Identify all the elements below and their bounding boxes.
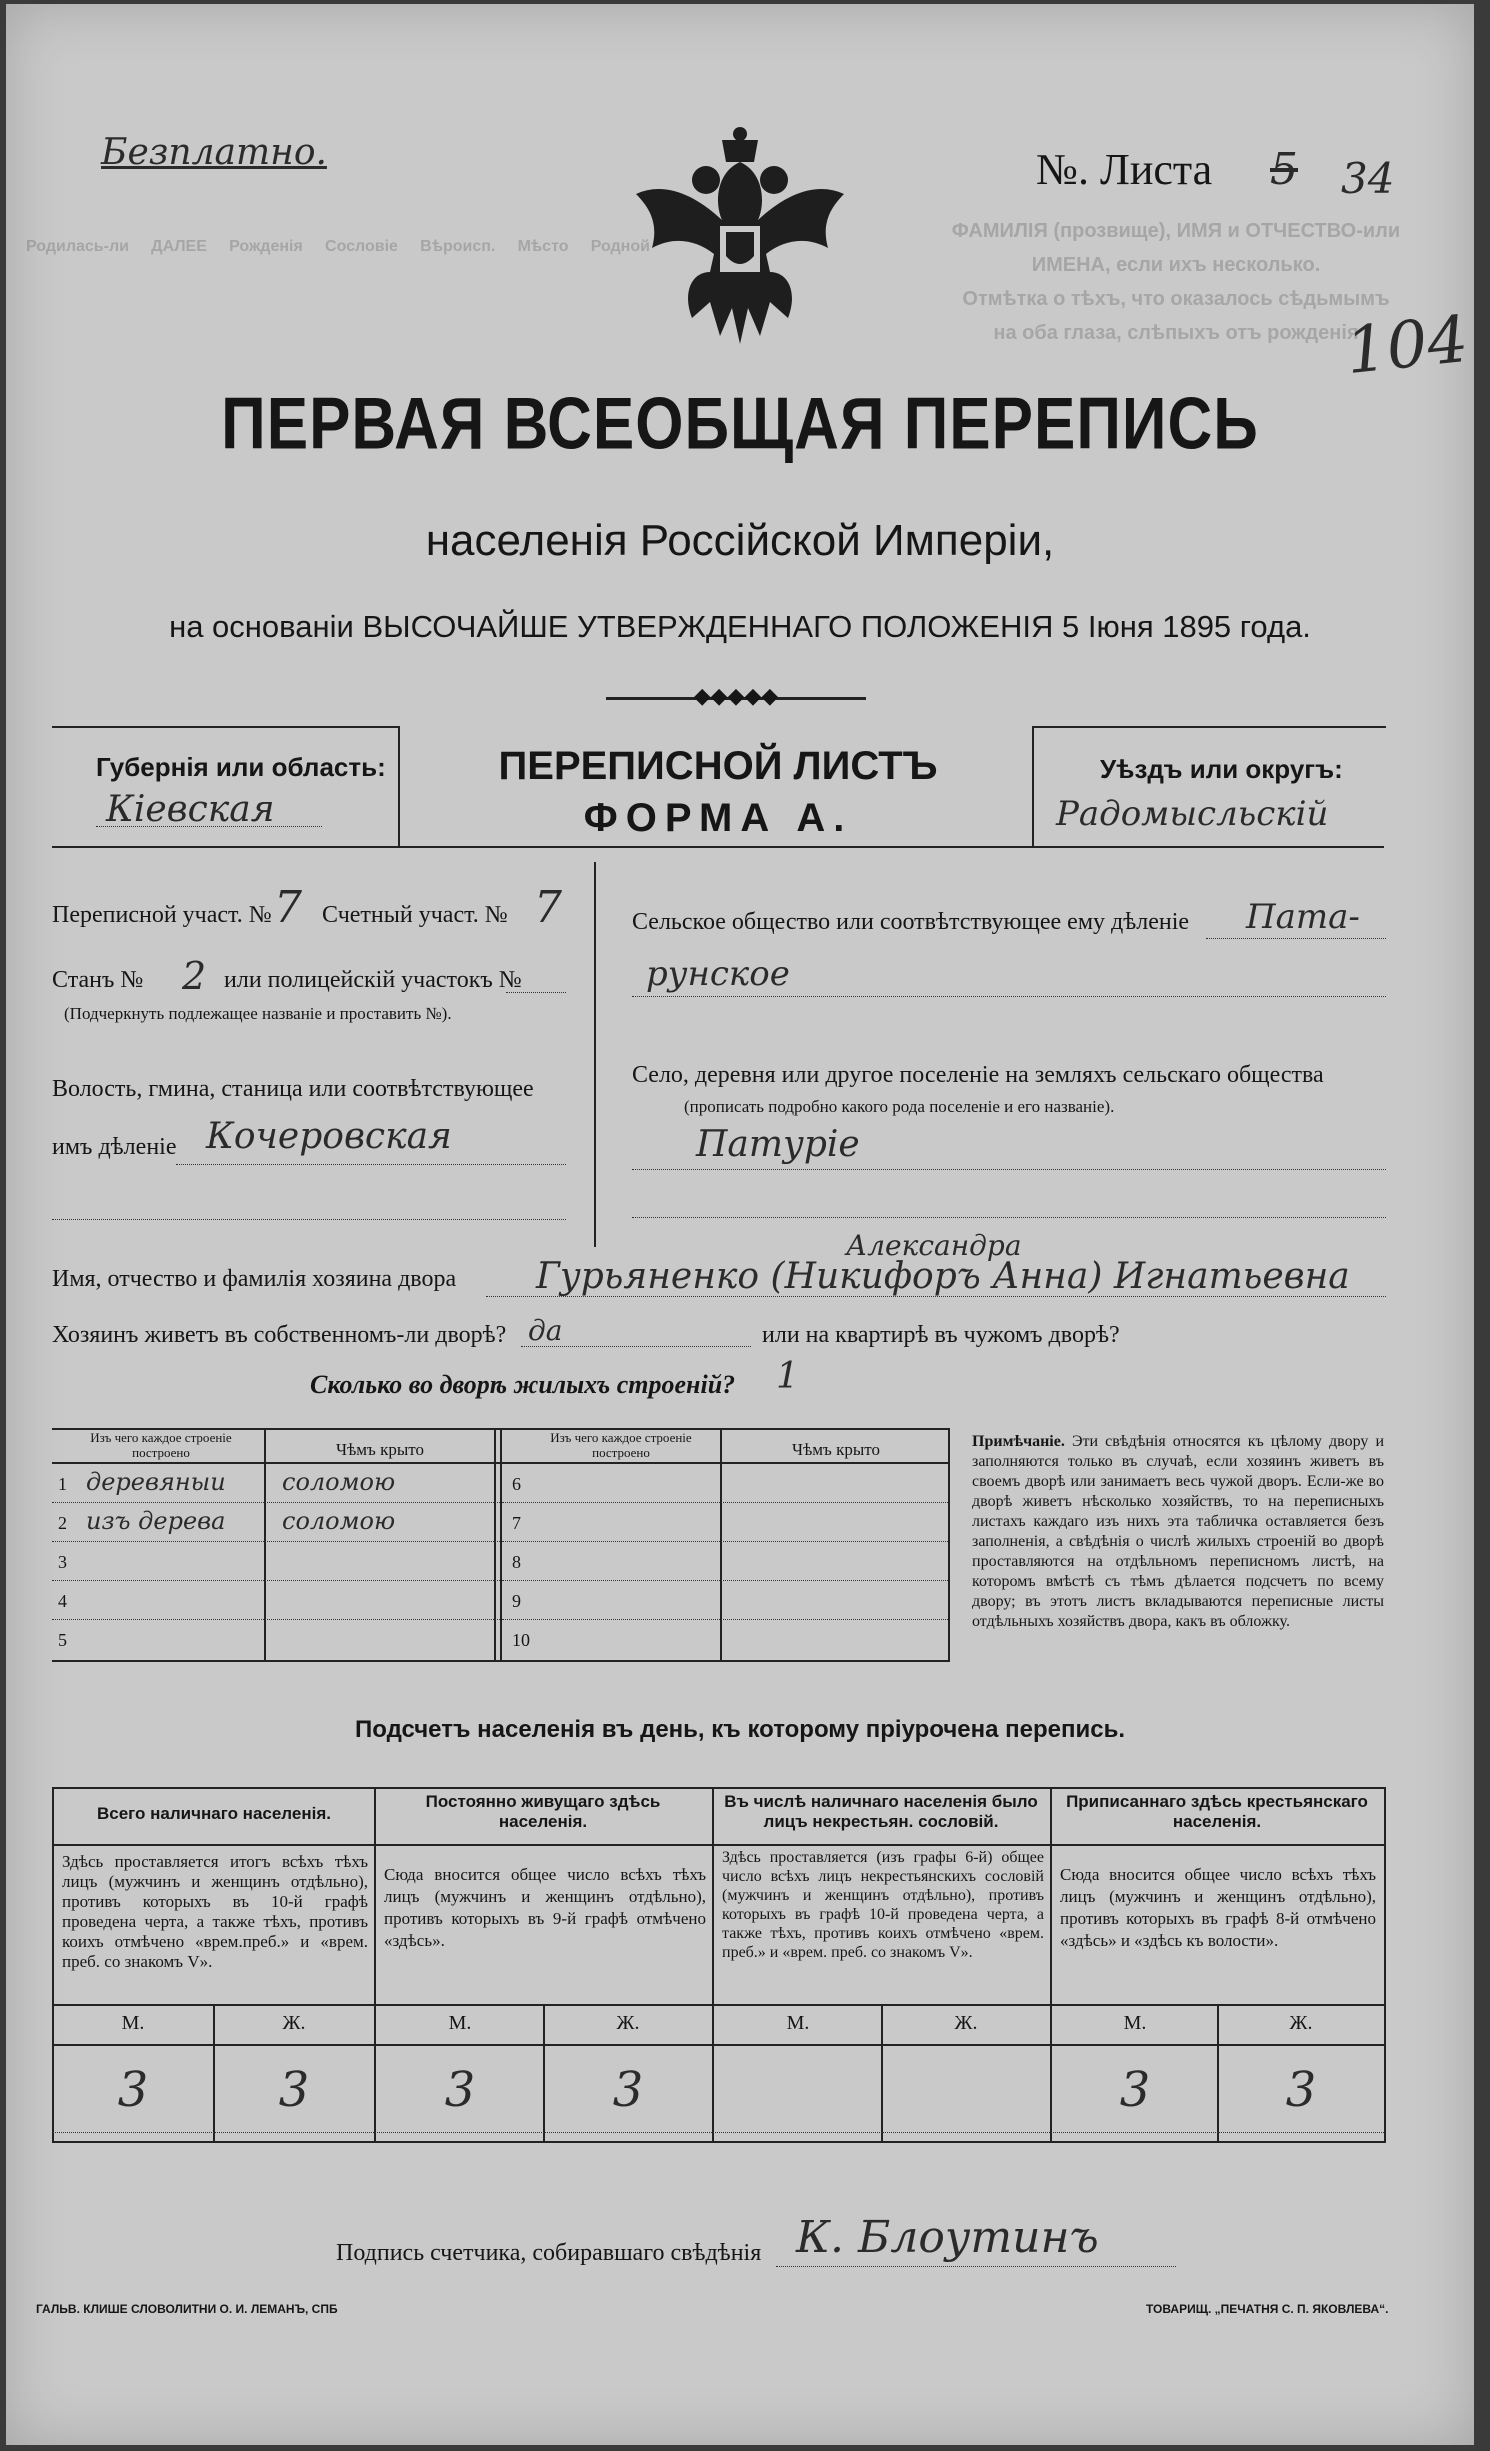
- village-note: (прописать подробно какого рода поселеніе и его названіе).: [684, 1097, 1115, 1116]
- pop-f-label-1: Ж.: [282, 2012, 306, 2034]
- page-title: ПЕРВАЯ ВСЕОБЩАЯ ПЕРЕПИСЬ: [221, 383, 1259, 466]
- pop-col-desc-2: Сюда вносится общее число всѣхъ тѣхъ лицъ (мужчинъ и женщинъ отдѣльно), противъ которыхъ въ 9-й графѣ отмѣчено «здѣсь».: [384, 1865, 706, 1950]
- note-title: Примѣчаніе.: [972, 1433, 1065, 1450]
- counting-section-value[interactable]: 7: [534, 882, 562, 933]
- village-rule: [632, 1169, 1386, 1170]
- census-section-label: Переписной участ. №: [52, 902, 272, 928]
- footer-left: ГАЛЬВ. КЛИШЕ СЛОВОЛИТНИ О. И. ЛЕМАНЪ, СПБ: [36, 2302, 338, 2316]
- page-subtitle: населенія Россійской Имперіи,: [425, 516, 1055, 565]
- society-rule-2: [632, 996, 1386, 997]
- society-value-1[interactable]: Пата-: [1246, 897, 1360, 937]
- pop-m-value-1[interactable]: 3: [117, 2062, 149, 2118]
- pop-m-label-4: М.: [1123, 2012, 1147, 2034]
- buildings-right-rows: [502, 1464, 948, 1658]
- owner-label: Имя, отчество и фамилія хозяина двора: [52, 1266, 457, 1292]
- material-cell[interactable]: изъ дерева: [86, 1507, 226, 1535]
- pop-m-value-4[interactable]: 3: [1119, 2062, 1151, 2118]
- census-section-value[interactable]: 7: [274, 882, 302, 933]
- archive-number: 104: [1342, 302, 1472, 390]
- note-text: Эти свѣдѣнія относятся къ цѣлому двору и заполняются только въ случаѣ, если хозяинъ живетъ въ своемъ дворѣ или занимаетъ весь чужой дворъ. Если-же во дворѣ живетъ нѣсколько хозяйствъ, то на переписныхъ листахъ каждаго изъ нихъ эта табличка оставляется безъ заполненія, а свѣдѣнія о числѣ жилыхъ строеній во дворѣ проставляются на отдѣльномъ переписномъ листѣ, на которомъ вмѣстѣ съ тѣмъ дѣлается подсчетъ по всему двору; въ этотъ листъ вкладываются переписные листы отдѣльныхъ хозяйствъ двора, какъ въ обложку.: [972, 1433, 1385, 1630]
- pop-f-value-2[interactable]: 3: [612, 2062, 644, 2118]
- pop-col-title-1: Всего наличнаго населенія.: [97, 1804, 331, 1823]
- pop-col-title-2: Постоянно живущаго здѣсь населенія.: [425, 1792, 661, 1831]
- pop-m-value-2[interactable]: 3: [444, 2062, 476, 2118]
- volost-rule: [176, 1164, 566, 1165]
- pop-f-label-4: Ж.: [1289, 2012, 1313, 2034]
- population-heading: Подсчетъ населенія въ день, къ которому пріурочена перепись.: [355, 1716, 1125, 1743]
- buildings-col-material-right: Изъ чего каждое строеніе построено: [550, 1430, 692, 1460]
- buildings-label: Сколько во дворѣ жилыхъ строеній?: [310, 1370, 736, 1399]
- roof-cell[interactable]: соломою: [282, 1468, 396, 1496]
- society-label: Сельское общество или соотвѣтствующее ему дѣленіе: [632, 909, 1190, 935]
- owner-rule: [486, 1296, 1386, 1297]
- bleed-through-left: Родилась-ли ДАЛЕЕ Рожденія Сословіе Вѣроисп. Мѣсто Родной: [26, 238, 650, 255]
- stan-note: (Подчеркнуть подлежащее названіе и проставить №).: [64, 1004, 452, 1023]
- volost-label-1: Волость, гмина, станица или соотвѣтствующее: [52, 1076, 534, 1102]
- buildings-value[interactable]: 1: [776, 1356, 799, 1397]
- buildings-left-rows: [52, 1464, 500, 1658]
- district-label: Уѣздъ или округъ:: [1100, 754, 1343, 784]
- table-row: 10: [512, 1630, 530, 1650]
- rented-label: или на квартирѣ въ чужомъ дворѣ?: [762, 1322, 1120, 1348]
- pop-m-label-2: М.: [448, 2012, 472, 2034]
- sheet-number-value: 34: [1341, 154, 1395, 203]
- sheet-number-struck: 5: [1270, 144, 1298, 195]
- pop-desc-rule: [52, 2004, 1384, 2006]
- table-row: 1 деревяныи соломою: [52, 1464, 500, 1503]
- table-row: 5: [58, 1630, 67, 1650]
- bleed-through: ФАМИЛІЯ (прозвище), ИМЯ и ОТЧЕСТВО-или ИМЕНА, если ихъ несколько. Отмѣтка о тѣхъ, что оказалось сѣдьмымъ на оба глаза, слѣпыхъ отъ рожденія: [951, 220, 1401, 344]
- legal-basis: на основаніи ВЫСОЧАЙШЕ УТВЕРЖДЕННАГО ПОЛОЖЕНІЯ 5 Іюня 1895 года.: [169, 609, 1311, 644]
- province-rule: [96, 826, 322, 827]
- village-label: Село, деревня или другое поселеніе на земляхъ сельскаго общества: [632, 1062, 1324, 1088]
- table-row: 9: [502, 1581, 948, 1620]
- counting-section-label: Счетный участ. №: [322, 902, 508, 928]
- own-yard-label: Хозяинъ живетъ въ собственномъ-ли дворѣ?: [52, 1322, 507, 1348]
- table-row: 8: [502, 1542, 948, 1581]
- pop-col-desc-1: Здѣсь проставляется итогъ всѣхъ тѣхъ лицъ (мужчинъ и женщинъ отдѣльно), противъ которыхъ въ 10-й графѣ проведена черта, а также тѣхъ, противъ коихъ отмѣчено «врем.преб.» и «врем. преб. со знакомъ V».: [62, 1852, 368, 1971]
- table-row: 3: [52, 1542, 500, 1581]
- pop-f-value-1[interactable]: 3: [278, 2062, 310, 2118]
- census-sheet: [6, 4, 1474, 2445]
- signature-label: Подпись счетчика, собиравшаго свѣдѣнія: [336, 2240, 762, 2266]
- own-yard-rule: [521, 1346, 751, 1347]
- buildings-col-roof-left: Чѣмъ крыто: [336, 1440, 424, 1459]
- pop-bottom-dots: [52, 2132, 1384, 2133]
- pop-f-label-3: Ж.: [954, 2012, 978, 2034]
- ornament-center: ◆◆◆◆◆: [693, 683, 779, 708]
- own-yard-value[interactable]: да: [528, 1314, 563, 1347]
- form-variant: ФОРМА А.: [583, 796, 853, 840]
- volost-rule-2: [52, 1219, 566, 1220]
- sheet-number-label: №. Листа: [1036, 145, 1213, 194]
- pop-f-label-2: Ж.: [616, 2012, 640, 2034]
- table-row: 6: [502, 1464, 948, 1503]
- police-label: или полицейскій участокъ №: [224, 967, 522, 993]
- stan-value[interactable]: 2: [182, 954, 207, 998]
- police-rule: [506, 992, 566, 993]
- owner-value-above[interactable]: Александра: [846, 1229, 1022, 1262]
- buildings-col-material-left: Изъ чего каждое строеніе построено: [90, 1430, 232, 1460]
- signature-value[interactable]: К. Блоутинъ: [796, 2212, 1099, 2263]
- village-rule-2: [632, 1217, 1386, 1218]
- table-row: 7: [502, 1503, 948, 1542]
- province-value[interactable]: Кіевская: [106, 789, 275, 830]
- double-headed-eagle-icon: [622, 122, 858, 358]
- table-row: 2 изъ дерева соломою: [52, 1503, 500, 1542]
- village-value[interactable]: Патуріе: [696, 1124, 860, 1165]
- society-rule-1: [1206, 938, 1386, 939]
- signature-rule: [776, 2266, 1176, 2267]
- pop-f-value-4[interactable]: 3: [1285, 2062, 1317, 2118]
- pop-m-label-3: М.: [786, 2012, 810, 2034]
- province-label: Губернія или область:: [96, 752, 386, 782]
- stan-label: Станъ №: [52, 967, 144, 993]
- roof-cell[interactable]: соломою: [282, 1507, 396, 1535]
- buildings-col-roof-right: Чѣмъ крыто: [792, 1440, 880, 1459]
- pop-col-desc-4: Сюда вносится общее число всѣхъ тѣхъ лицъ (мужчинъ и женщинъ отдѣльно), противъ которыхъ въ графѣ 8-й отмѣчено «здѣсь» и «здѣсь къ волости».: [1060, 1865, 1376, 1950]
- footer-right: ТОВАРИЩ. „ПЕЧАТНЯ С. П. ЯКОВЛЕВА“.: [1146, 2302, 1389, 2316]
- form-header-rule: [52, 846, 1384, 848]
- owner-value[interactable]: Гурьяненко (Никифоръ Анна) Игнатьевна: [536, 1256, 1350, 1297]
- table-row: 4: [52, 1581, 500, 1620]
- pop-col-desc-3: Здѣсь проставляется (изъ графы 6-й) общее число всѣхъ лицъ некрестьянскихъ сословій (мужчинъ и женщинъ отдѣльно), противъ которыхъ въ графѣ 10-й проведена черта, а также тѣхъ, противъ коихъ отмѣчено «врем. преб.» и «врем. преб. со знакомъ V».: [722, 1849, 1044, 1961]
- pop-col-title-4: Приписаннаго здѣсь крестьянскаго населенія.: [1066, 1792, 1368, 1831]
- fields-divider: [594, 862, 596, 1247]
- volost-value[interactable]: Кочеровская: [206, 1116, 452, 1157]
- pop-header-rule: [52, 1844, 1384, 1846]
- pop-col-2: [712, 1787, 714, 2141]
- buildings-note: [972, 1432, 1384, 1632]
- form-name: ПЕРЕПИСНОЙ ЛИСТЪ: [498, 744, 938, 788]
- district-value[interactable]: Радомысльскій: [1056, 794, 1329, 834]
- pop-mf-rule: [52, 2044, 1384, 2046]
- society-value-2[interactable]: рунское: [646, 954, 790, 994]
- pop-m-label-1: М.: [121, 2012, 145, 2034]
- pop-col-title-3: Въ числѣ наличнаго населенія было лицъ некрестьян. сословій.: [724, 1792, 1038, 1831]
- material-cell[interactable]: деревяныи: [86, 1468, 226, 1496]
- free-label: Безплатно.: [101, 132, 327, 173]
- volost-label-2: имъ дѣленіе: [52, 1134, 177, 1160]
